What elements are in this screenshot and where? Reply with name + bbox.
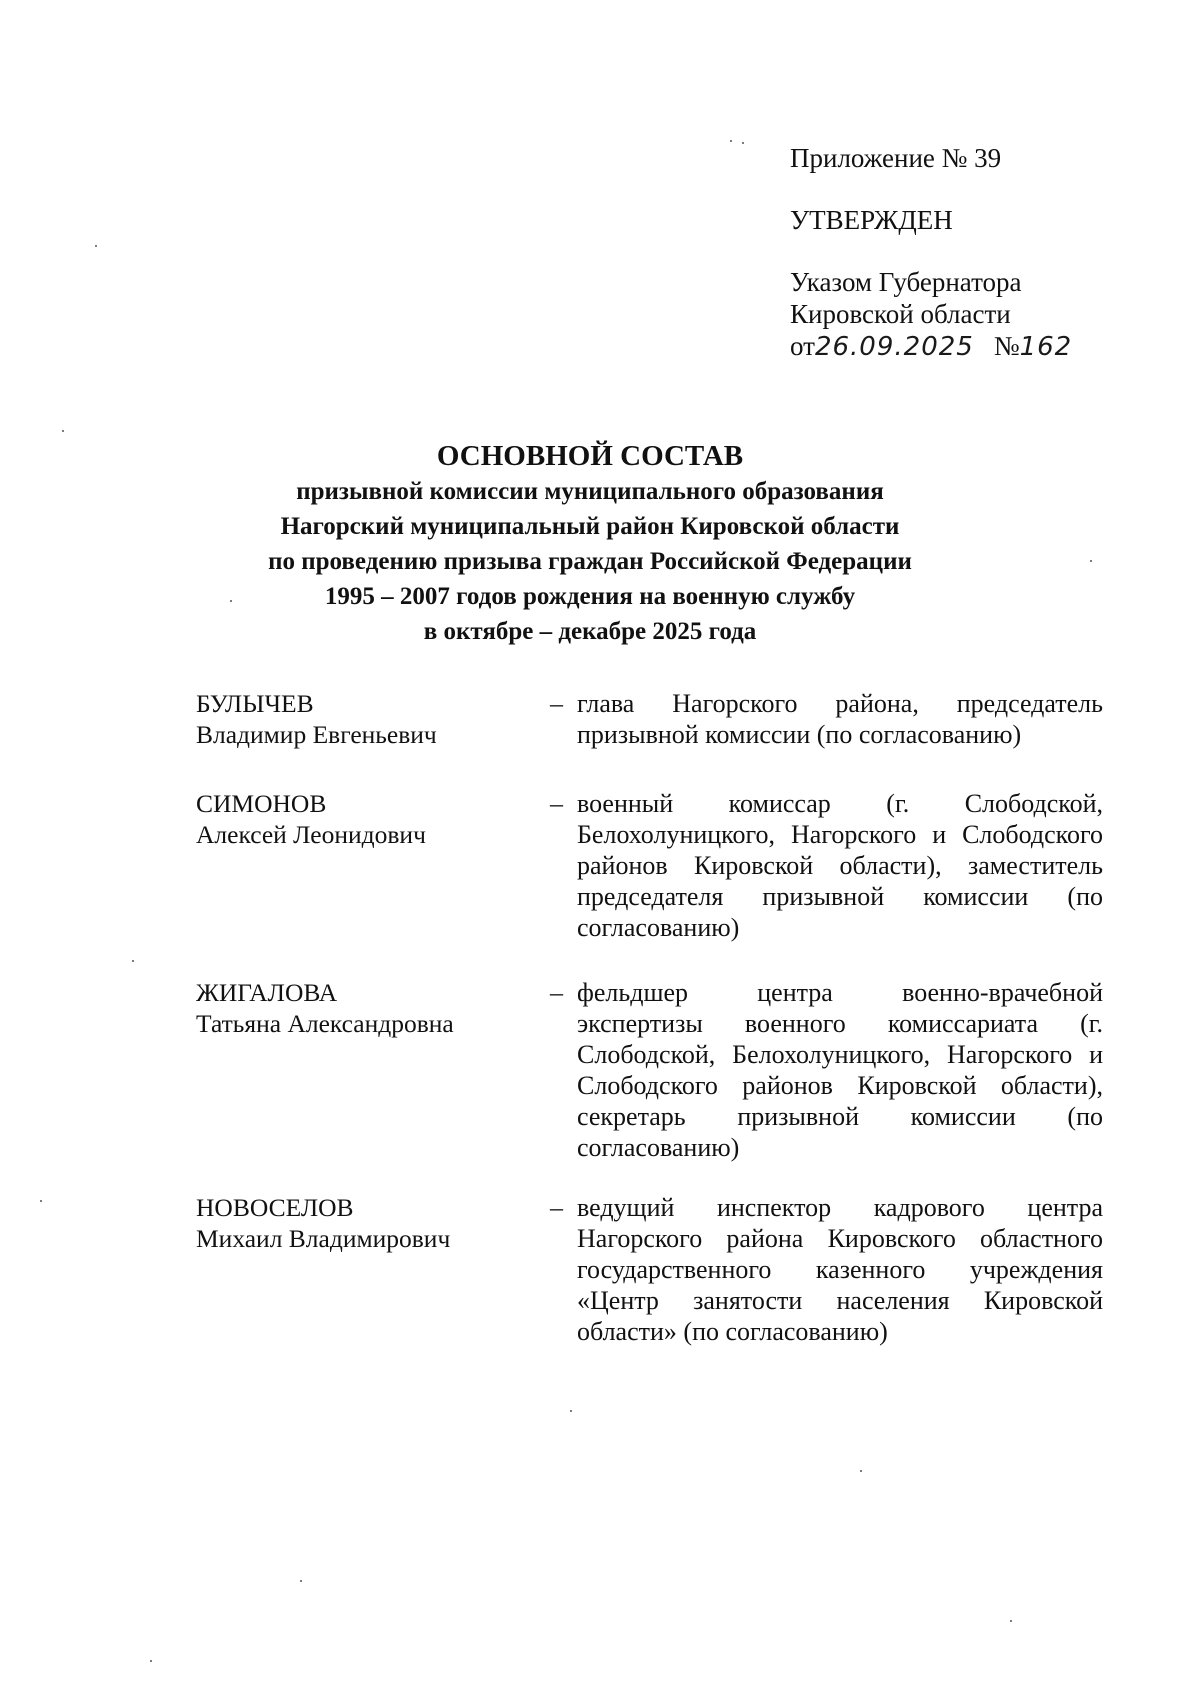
member-surname: СИМОНОВ [196,789,327,818]
scan-speck [742,142,744,144]
approved-label: УТВЕРЖДЕН [790,205,953,235]
title-line: Нагорский муниципальный район Кировской области [280,513,900,540]
scan-speck [570,1410,572,1412]
title-line: призывной комиссии муниципального образования [296,478,884,505]
member-given-name: Владимир Евгеньевич [196,720,437,749]
document-title [200,438,980,649]
scan-speck [300,1580,302,1582]
member-name [196,1192,526,1254]
scan-speck [150,1660,152,1662]
member-given-name: Татьяна Александровна [196,1009,454,1038]
scan-speck [860,1470,862,1472]
member-role: ведущий инспектор кадрового центра Нагорского района Кировского областного государственного казенного учреждения «Центр занятости населения Кировской области» (по согласованию) [577,1193,1103,1346]
scan-speck [730,140,732,142]
member-surname: НОВОСЕЛОВ [196,1193,354,1222]
member-name [196,788,526,850]
member-surname: БУЛЫЧЕВ [196,689,314,718]
date-prefix: от [790,331,815,361]
decree-reference [790,266,1150,363]
scan-speck [230,600,232,602]
member-dash: – [550,689,563,718]
member-given-name: Алексей Леонидович [196,820,426,849]
member-name [196,977,526,1039]
decree-line-2: Кировской области [790,299,1011,329]
title-main: ОСНОВНОЙ СОСТАВ [436,440,744,472]
member-dash: – [550,789,563,818]
title-line: по проведению призыва граждан Российской Федерации [268,548,912,575]
scan-speck [1010,1620,1012,1622]
annex-number: Приложение № 39 [790,143,1002,173]
handwritten-number: 162 [1019,332,1073,362]
scan-speck [95,245,97,247]
scan-speck [1090,560,1092,562]
approval-stamp-block [790,142,1150,363]
scan-speck [62,430,64,432]
member-dash: – [550,978,563,1007]
member-role: глава Нагорского района, председатель призывной комиссии (по согласованию) [577,689,1103,749]
title-line: 1995 – 2007 годов рождения на военную службу [324,583,856,610]
scan-speck [40,1200,42,1202]
member-surname: ЖИГАЛОВА [196,978,338,1007]
title-line: в октябре – декабре 2025 года [423,618,757,645]
handwritten-date: 26.09.2025 [814,332,974,362]
member-name [196,688,526,750]
member-dash: – [550,1193,563,1222]
member-role: военный комиссар (г. Слободской, Белохолуницкого, Нагорского и Слободского районов Кировской области), заместитель председателя призывной комиссии (по согласованию) [577,789,1103,942]
number-prefix: № [993,331,1020,361]
decree-line-1: Указом Губернатора [790,267,1022,297]
member-role: фельдшер центра военно-врачебной экспертизы военного комиссариата (г. Слободской, Белохолуницкого, Нагорского и Слободского районов Кировской области), секретарь призывной комиссии (по согласованию) [577,978,1103,1162]
decree-date-line [790,330,1150,363]
scan-speck [132,960,134,962]
member-given-name: Михаил Владимирович [196,1224,451,1253]
